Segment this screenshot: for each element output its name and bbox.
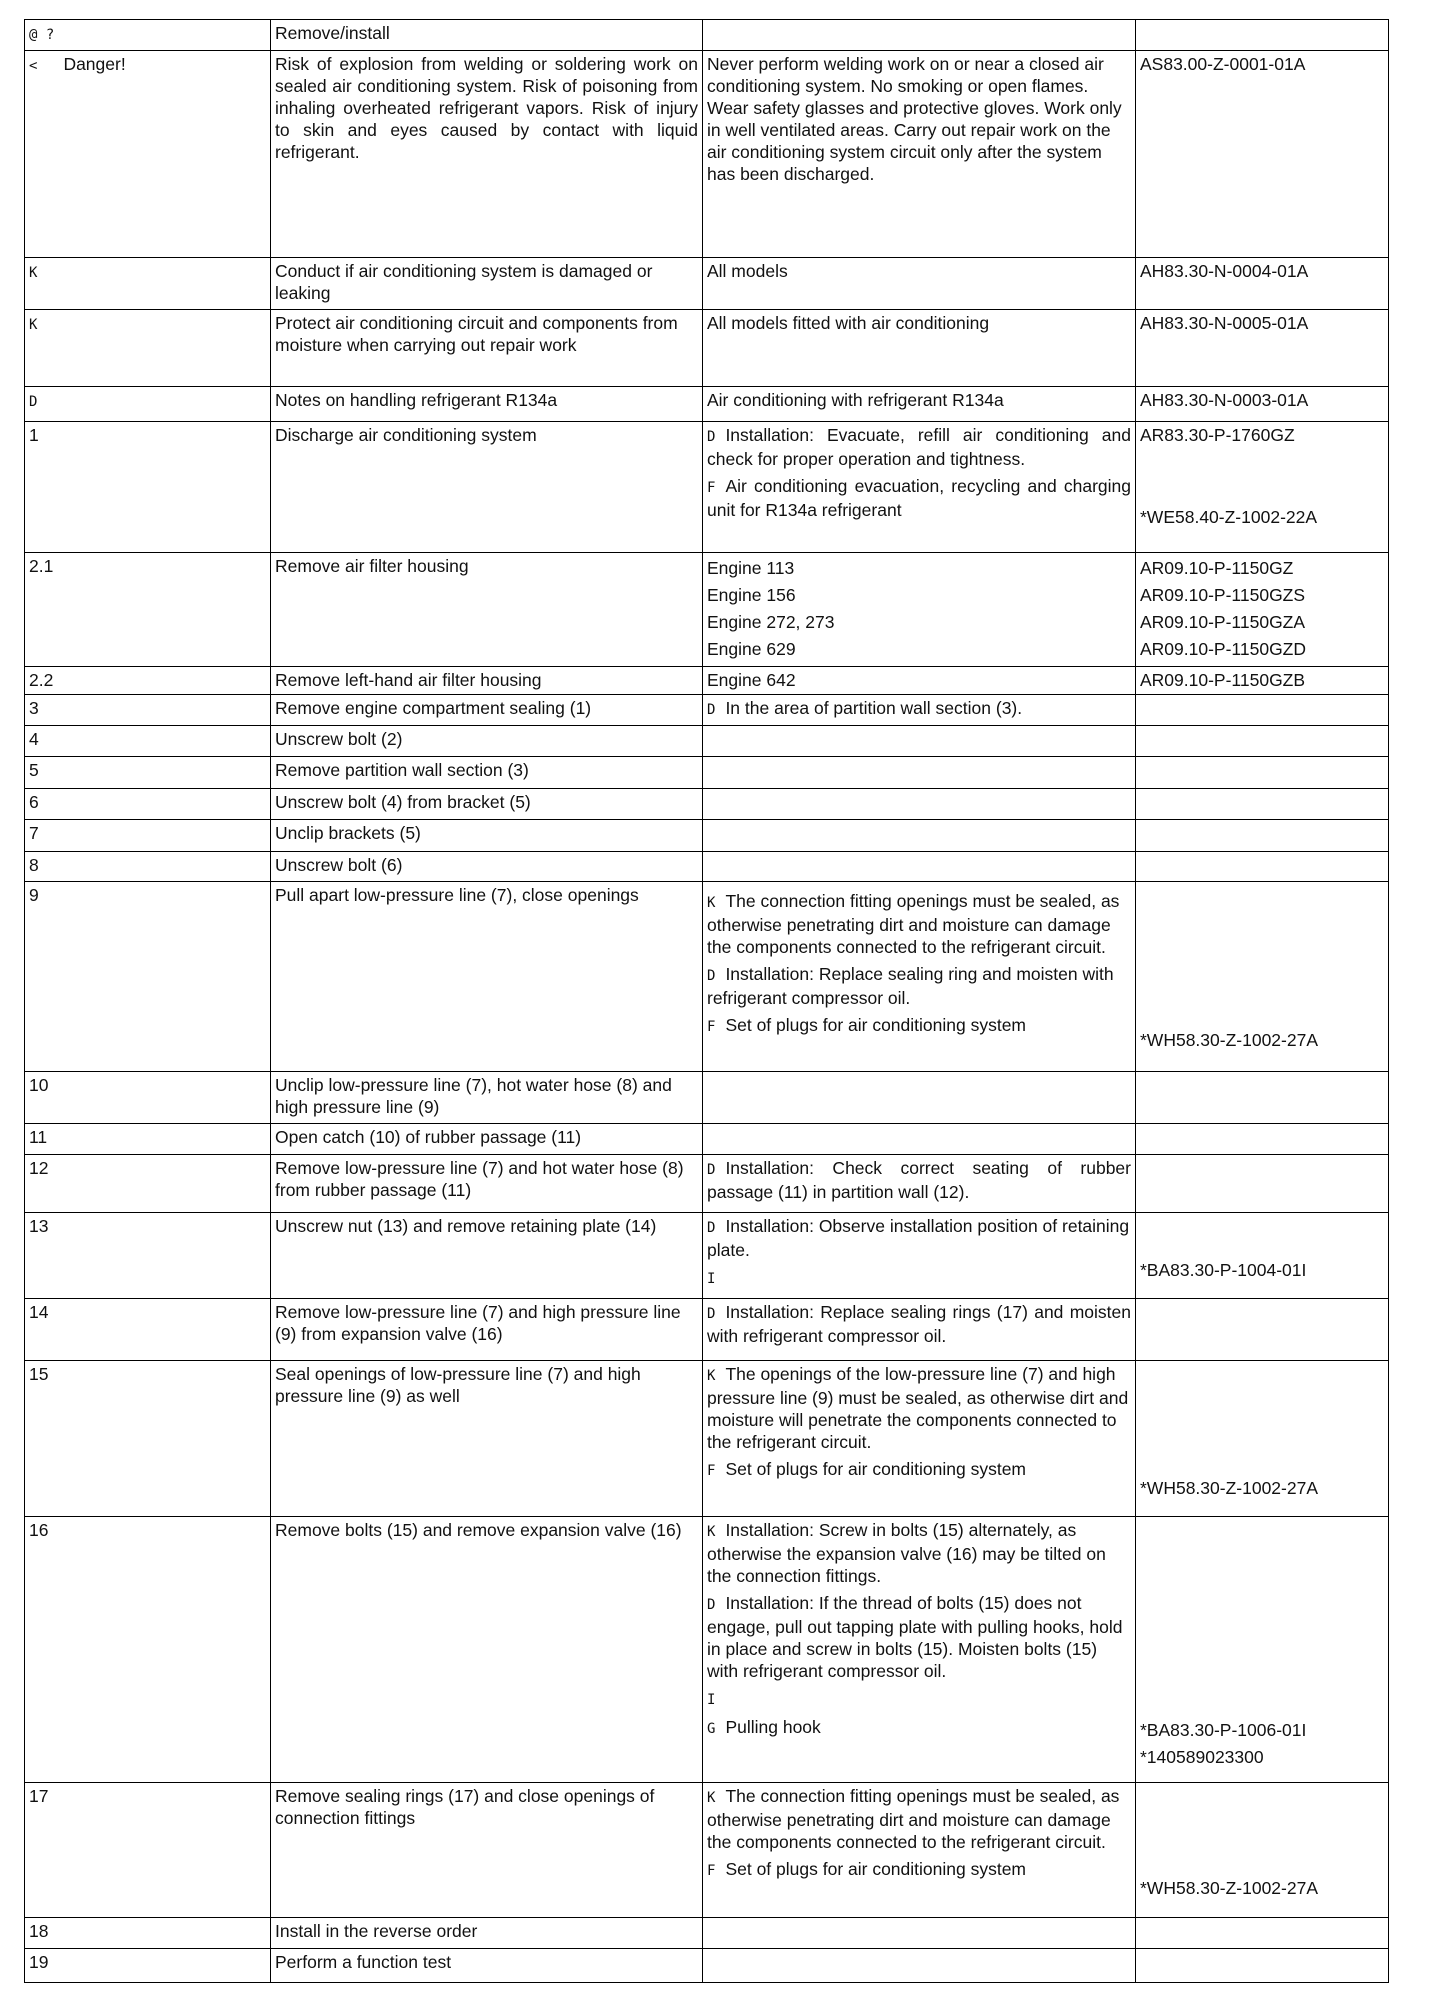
ref-cell [1136,553,1389,667]
step-cell: 13 [25,1213,271,1299]
note-paragraph [707,1716,1131,1740]
note-cell [703,553,1136,667]
ref-cell [1136,1783,1389,1918]
step-cell: 1 [25,422,271,553]
procedure-table [24,19,1389,1983]
note-cell [703,852,1136,882]
step-cell: 15 [25,1361,271,1517]
header-title: Remove/install [271,20,703,51]
ref-cell[interactable]: AR09.10-P-1150GZB [1136,667,1389,695]
table-row [25,1783,1389,1918]
ref-link[interactable]: *BA83.30-P-1006-01I [1140,1720,1307,1740]
note-paragraph [707,1266,1131,1290]
action-cell: Notes on handling refrigerant R134a [271,387,703,422]
ref-link[interactable]: AR83.30-P-1760GZ [1140,425,1295,445]
ref-cell [1136,726,1389,757]
ref-cell [1136,1517,1389,1783]
note-icon: D [707,1220,716,1236]
ref-cell: AH83.30-N-0005-01A [1136,310,1389,387]
note-cell [703,1213,1136,1299]
ref-link[interactable]: *WH58.30-Z-1002-27A [1140,1030,1318,1050]
note-cell [703,1918,1136,1949]
note-text: Installation: Observe installation position of retaining plate. [707,1216,1130,1260]
note-paragraph [707,475,1131,521]
ref-cell [1136,695,1389,726]
step-cell: 7 [25,820,271,852]
note-cell [703,1517,1136,1783]
note-paragraph [707,424,1131,470]
action-cell: Unclip brackets (5) [271,820,703,852]
note-cell: Air conditioning with refrigerant R134a [703,387,1136,422]
table-row [25,1072,1389,1124]
note-cell [703,1124,1136,1155]
table-row [25,1124,1389,1155]
action-cell: Unscrew bolt (4) from bracket (5) [271,789,703,820]
note-text: Installation: Evacuate, refill air conditioning and check for proper operation and tightness. [707,425,1131,469]
table-row [25,757,1389,789]
step-cell: 12 [25,1155,271,1213]
header-symbols [25,20,271,51]
ref-cell [1136,1361,1389,1517]
note-paragraph [707,1215,1131,1261]
step-cell [25,387,271,422]
table-row [25,882,1389,1072]
warning-icon: < [29,58,38,74]
note-paragraph [707,1687,1131,1711]
step-cell: 6 [25,789,271,820]
table-row [25,422,1389,553]
ref-link[interactable]: AR09.10-P-1150GZS [1140,585,1306,605]
note-paragraph [707,963,1131,1009]
note-text: The connection fitting openings must be sealed, as otherwise penetrating dirt and moisture can damage the components connected to the refrigerant circuit. [707,1786,1120,1852]
ref-cell: AH83.30-N-0004-01A [1136,258,1389,310]
ref-link[interactable]: *WE58.40-Z-1002-22A [1140,507,1318,527]
action-cell: Remove left-hand air filter housing [271,667,703,695]
danger-action: Risk of explosion from welding or soldering work on sealed air conditioning system. Risk of poisoning from inhaling overheated refrigerant vapors. Risk of injury to skin and eyes caused by contact with liquid refrigerant. [271,51,703,258]
step-cell: 10 [25,1072,271,1124]
ref-cell [1136,789,1389,820]
action-cell: Remove air filter housing [271,553,703,667]
step-cell: 14 [25,1299,271,1361]
step-cell: 18 [25,1918,271,1949]
action-cell: Remove partition wall section (3) [271,757,703,789]
note-cell [703,757,1136,789]
step-cell [25,310,271,387]
table-row [25,789,1389,820]
table-row [25,820,1389,852]
ref-link[interactable]: AR09.10-P-1150GZ [1140,558,1294,578]
ref-cell [1136,1949,1389,1983]
ref-cell [1136,1155,1389,1213]
table-row [25,1299,1389,1361]
ref-cell [1136,757,1389,789]
ref-link[interactable]: *140589023300 [1140,1747,1264,1767]
tool-icon: F [707,1863,716,1879]
step-cell: 2.1 [25,553,271,667]
action-cell: Remove sealing rings (17) and close openings of connection fittings [271,1783,703,1918]
note-text: Installation: Screw in bolts (15) alternately, as otherwise the expansion valve (16) may be tilted on the connection fittings. [707,1520,1106,1586]
spacer [1140,1519,1384,1715]
spacer [1140,1363,1384,1477]
table-row [25,310,1389,387]
note-cell: All models [703,258,1136,310]
info-icon: K [29,317,38,333]
note-cell [703,1072,1136,1124]
step-cell: 19 [25,1949,271,1983]
danger-step [25,51,271,258]
action-cell: Unscrew bolt (2) [271,726,703,757]
ref-cell [1136,1299,1389,1361]
table-row [25,1155,1389,1213]
table-row [25,1918,1389,1949]
engine-label: Engine 272, 273 [707,612,835,632]
header-empty-note [703,20,1136,51]
ref-link[interactable]: AR09.10-P-1150GZD [1140,639,1307,659]
note-paragraph [707,1785,1131,1853]
step-cell: 8 [25,852,271,882]
ref-cell [1136,1213,1389,1299]
action-cell: Conduct if air conditioning system is damaged or leaking [271,258,703,310]
action-cell: Install in the reverse order [271,1918,703,1949]
note-cell [703,1783,1136,1918]
ref-link[interactable]: *BA83.30-P-1004-01I [1140,1260,1307,1280]
note-paragraph [707,1014,1131,1038]
table-row [25,553,1389,667]
table-row [25,667,1389,695]
action-cell: Remove bolts (15) and remove expansion valve (16) [271,1517,703,1783]
note-paragraph [707,890,1131,958]
ref-link[interactable]: *WH58.30-Z-1002-27A [1140,1878,1318,1898]
note-cell [703,820,1136,852]
note-cell: Engine 642 [703,667,1136,695]
warning-icon: K [707,1368,716,1384]
ref-cell [1136,1918,1389,1949]
spacer [1140,884,1384,1029]
action-cell: Discharge air conditioning system [271,422,703,553]
tool-icon: G [707,1721,716,1737]
engine-label: Engine 629 [707,639,796,659]
note-text: Set of plugs for air conditioning system [725,1859,1027,1879]
tool-icon: F [707,480,716,496]
note-text: Installation: Check correct seating of rubber passage (11) in partition wall (12). [707,1158,1131,1202]
engine-label: Engine 156 [707,585,796,605]
note-text: Set of plugs for air conditioning system [725,1459,1027,1479]
step-cell: 5 [25,757,271,789]
tool-icon: F [707,1463,716,1479]
step-cell: 2.2 [25,667,271,695]
note-text: Air conditioning evacuation, recycling and charging unit for R134a refrigerant [707,476,1131,520]
table-row [25,387,1389,422]
note-text: Pulling hook [725,1717,821,1737]
step-cell: 3 [25,695,271,726]
note-paragraph [707,1458,1131,1482]
header-empty-ref [1136,20,1389,51]
table-row [25,1949,1389,1983]
spacer [1140,1215,1384,1259]
note-icon: D [707,1597,716,1613]
note-text: Installation: Replace sealing ring and moisten with refrigerant compressor oil. [707,964,1114,1008]
step-cell [25,258,271,310]
action-cell: Unclip low-pressure line (7), hot water hose (8) and high pressure line (9) [271,1072,703,1124]
note-text: The connection fitting openings must be sealed, as otherwise penetrating dirt and moisture can damage the components connected to the refrigerant circuit. [707,891,1120,957]
ref-cell [1136,820,1389,852]
table-row [25,695,1389,726]
note-icon: D [707,968,716,984]
table-row [25,1361,1389,1517]
action-cell: Seal openings of low-pressure line (7) and high pressure line (9) as well [271,1361,703,1517]
note-text: Installation: If the thread of bolts (15) does not engage, pull out tapping plate with pulling hooks, hold in place and screw in bolts (15). Moisten bolts (15) with refrigerant compressor oil. [707,1593,1123,1681]
engine-label: Engine 113 [707,558,795,578]
note-cell [703,726,1136,757]
warning-icon: K [707,1790,716,1806]
note-cell [703,1361,1136,1517]
ref-cell [1136,852,1389,882]
note-text: In the area of partition wall section (3). [725,698,1023,718]
spacer [1140,446,1384,506]
tool-icon: F [707,1019,716,1035]
ref-cell [1136,882,1389,1072]
danger-note: Never perform welding work on or near a closed air conditioning system. No smoking or open flames. Wear safety glasses and protective gloves. Work only in well ventilated areas. Carry out repair work on the air conditioning system circuit only after the system has been discharged. [703,51,1136,258]
action-cell: Remove low-pressure line (7) and hot water hose (8) from rubber passage (11) [271,1155,703,1213]
action-cell: Protect air conditioning circuit and components from moisture when carrying out repair work [271,310,703,387]
note-icon: D [29,394,38,410]
action-cell: Remove engine compartment sealing (1) [271,695,703,726]
step-cell: 16 [25,1517,271,1783]
action-cell: Perform a function test [271,1949,703,1983]
spacer [1140,1785,1384,1877]
step-cell: 17 [25,1783,271,1918]
note-icon: D [707,1162,716,1178]
note-icon: D [707,429,716,445]
header-row [25,20,1389,51]
ref-cell [1136,1124,1389,1155]
ref-cell: AH83.30-N-0003-01A [1136,387,1389,422]
table-row [25,852,1389,882]
danger-label: Danger! [63,54,126,74]
note-icon: D [707,1306,716,1322]
action-cell: Remove low-pressure line (7) and high pressure line (9) from expansion valve (16) [271,1299,703,1361]
step-cell: 4 [25,726,271,757]
note-cell [703,422,1136,553]
table-row [25,1213,1389,1299]
action-cell: Unscrew bolt (6) [271,852,703,882]
danger-ref: AS83.00-Z-0001-01A [1136,51,1389,258]
note-cell [703,1155,1136,1213]
note-cell [703,789,1136,820]
note-cell [703,1299,1136,1361]
note-text: The openings of the low-pressure line (7) and high pressure line (9) must be sealed, as otherwise dirt and moisture will penetrate the components connected to the refrigerant circuit. [707,1364,1129,1452]
note-text: Set of plugs for air conditioning system [725,1015,1027,1035]
image-icon: I [707,1271,716,1287]
warning-icon: K [707,1524,716,1540]
ref-cell [1136,1072,1389,1124]
table-row [25,258,1389,310]
note-cell [703,1949,1136,1983]
note-text: Installation: Replace sealing rings (17) and moisten with refrigerant compressor oil. [707,1302,1131,1346]
step-cell: 9 [25,882,271,1072]
table-row [25,726,1389,757]
header-symbols-text: @ ? [29,27,55,43]
danger-row [25,51,1389,258]
image-icon: I [707,1692,716,1708]
info-icon: K [707,895,716,911]
action-cell: Pull apart low-pressure line (7), close openings [271,882,703,1072]
step-cell: 11 [25,1124,271,1155]
note-paragraph [707,1592,1131,1682]
action-cell: Unscrew nut (13) and remove retaining plate (14) [271,1213,703,1299]
action-cell: Open catch (10) of rubber passage (11) [271,1124,703,1155]
note-cell: All models fitted with air conditioning [703,310,1136,387]
ref-link[interactable]: *WH58.30-Z-1002-27A [1140,1478,1318,1498]
note-cell [703,695,1136,726]
note-paragraph [707,1363,1131,1453]
ref-cell [1136,422,1389,553]
note-paragraph [707,1519,1131,1587]
table-row [25,1517,1389,1783]
note-paragraph [707,1858,1131,1882]
ref-link[interactable]: AR09.10-P-1150GZA [1140,612,1306,632]
note-icon: D [707,702,716,718]
info-icon: K [29,265,38,281]
note-cell [703,882,1136,1072]
